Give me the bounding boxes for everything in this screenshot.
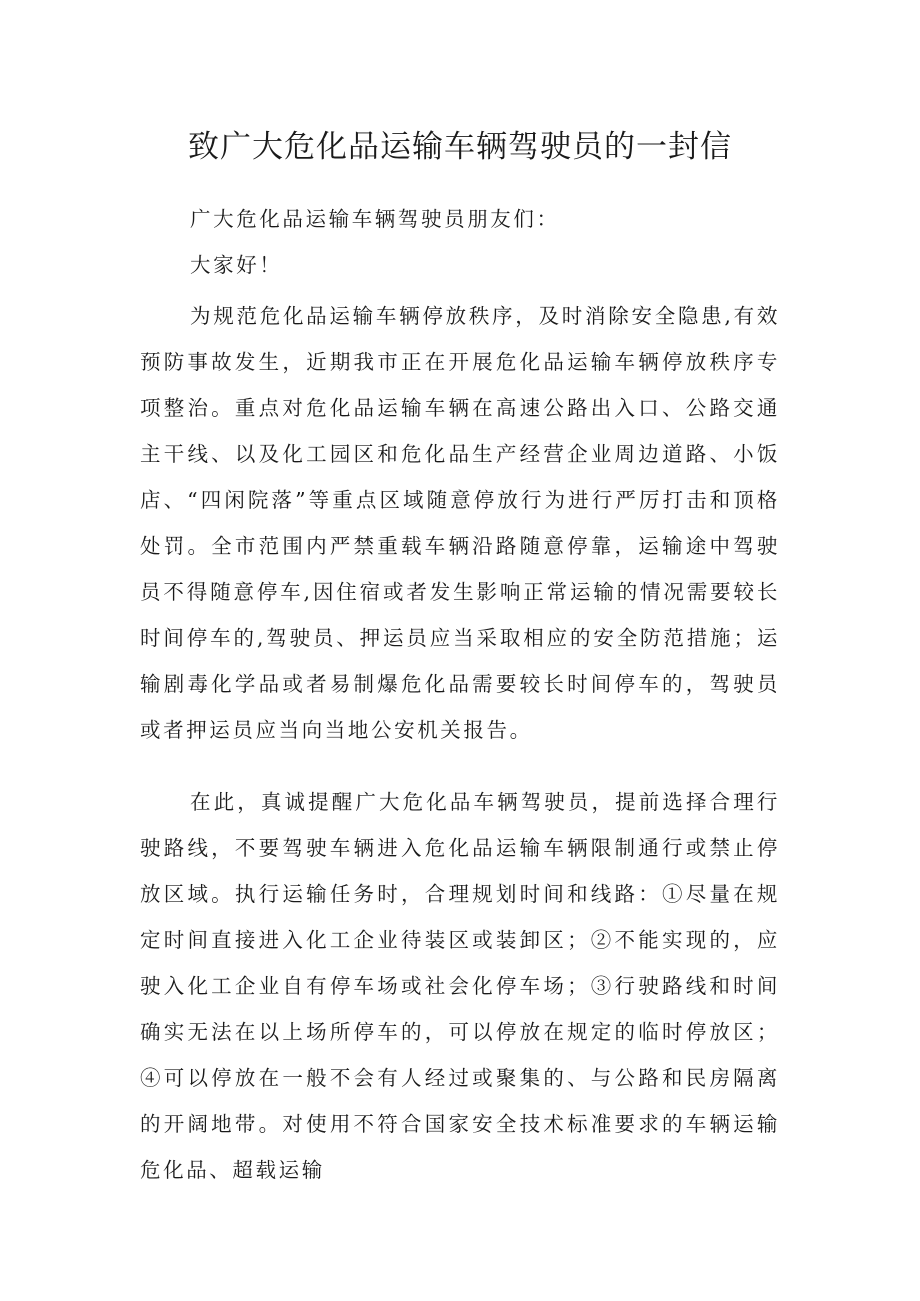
- salutation: 广大危化品运输车辆驾驶员朋友们：: [190, 207, 560, 231]
- document-title: 致广大危化品运输车辆驾驶员的一封信: [188, 129, 732, 165]
- letter-body: [140, 196, 780, 1219]
- paragraph-2: 在此，真诚提醒广大危化品车辆驾驶员，提前选择合理行驶路线，不要驾驶车辆进入危化品运输车辆限制通行或禁止停放区域。执行运输任务时，合理规划时间和线路：①尽量在规定时间直接进入化工企业待装区或装卸区；②不能实现的，应驶入化工企业自有停车场或社会化停车场；③行驶路线和时间确实无法在以上场所停车的，可以停放在规定的临时停放区；④可以停放在一般不会有人经过或聚集的、与公路和民房隔离的开阔地带。对使用不符合国家安全技术标准要求的车辆运输危化品、超载运输: [140, 790, 780, 1182]
- paragraph-1: 为规范危化品运输车辆停放秩序，及时消除安全隐患,有效预防事故发生，近期我市正在开展危化品运输车辆停放秩序专项整治。重点对危化品运输车辆在高速公路出入口、公路交通主干线、以及化工园区和危化品生产经营企业周边道路、小饭店、“四闲院落”等重点区域随意停放行为进行严厉打击和顶格处罚。全市范围内严禁重载车辆沿路随意停靠，运输途中驾驶员不得随意停车,因住宿或者发生影响正常运输的情况需要较长时间停车的,驾驶员、押运员应当采取相应的安全防范措施；运输剧毒化学品或者易制爆危化品需要较长时间停车的，驾驶员或者押运员应当向当地公安机关报告。: [140, 304, 780, 742]
- greeting: 大家好！: [190, 253, 283, 277]
